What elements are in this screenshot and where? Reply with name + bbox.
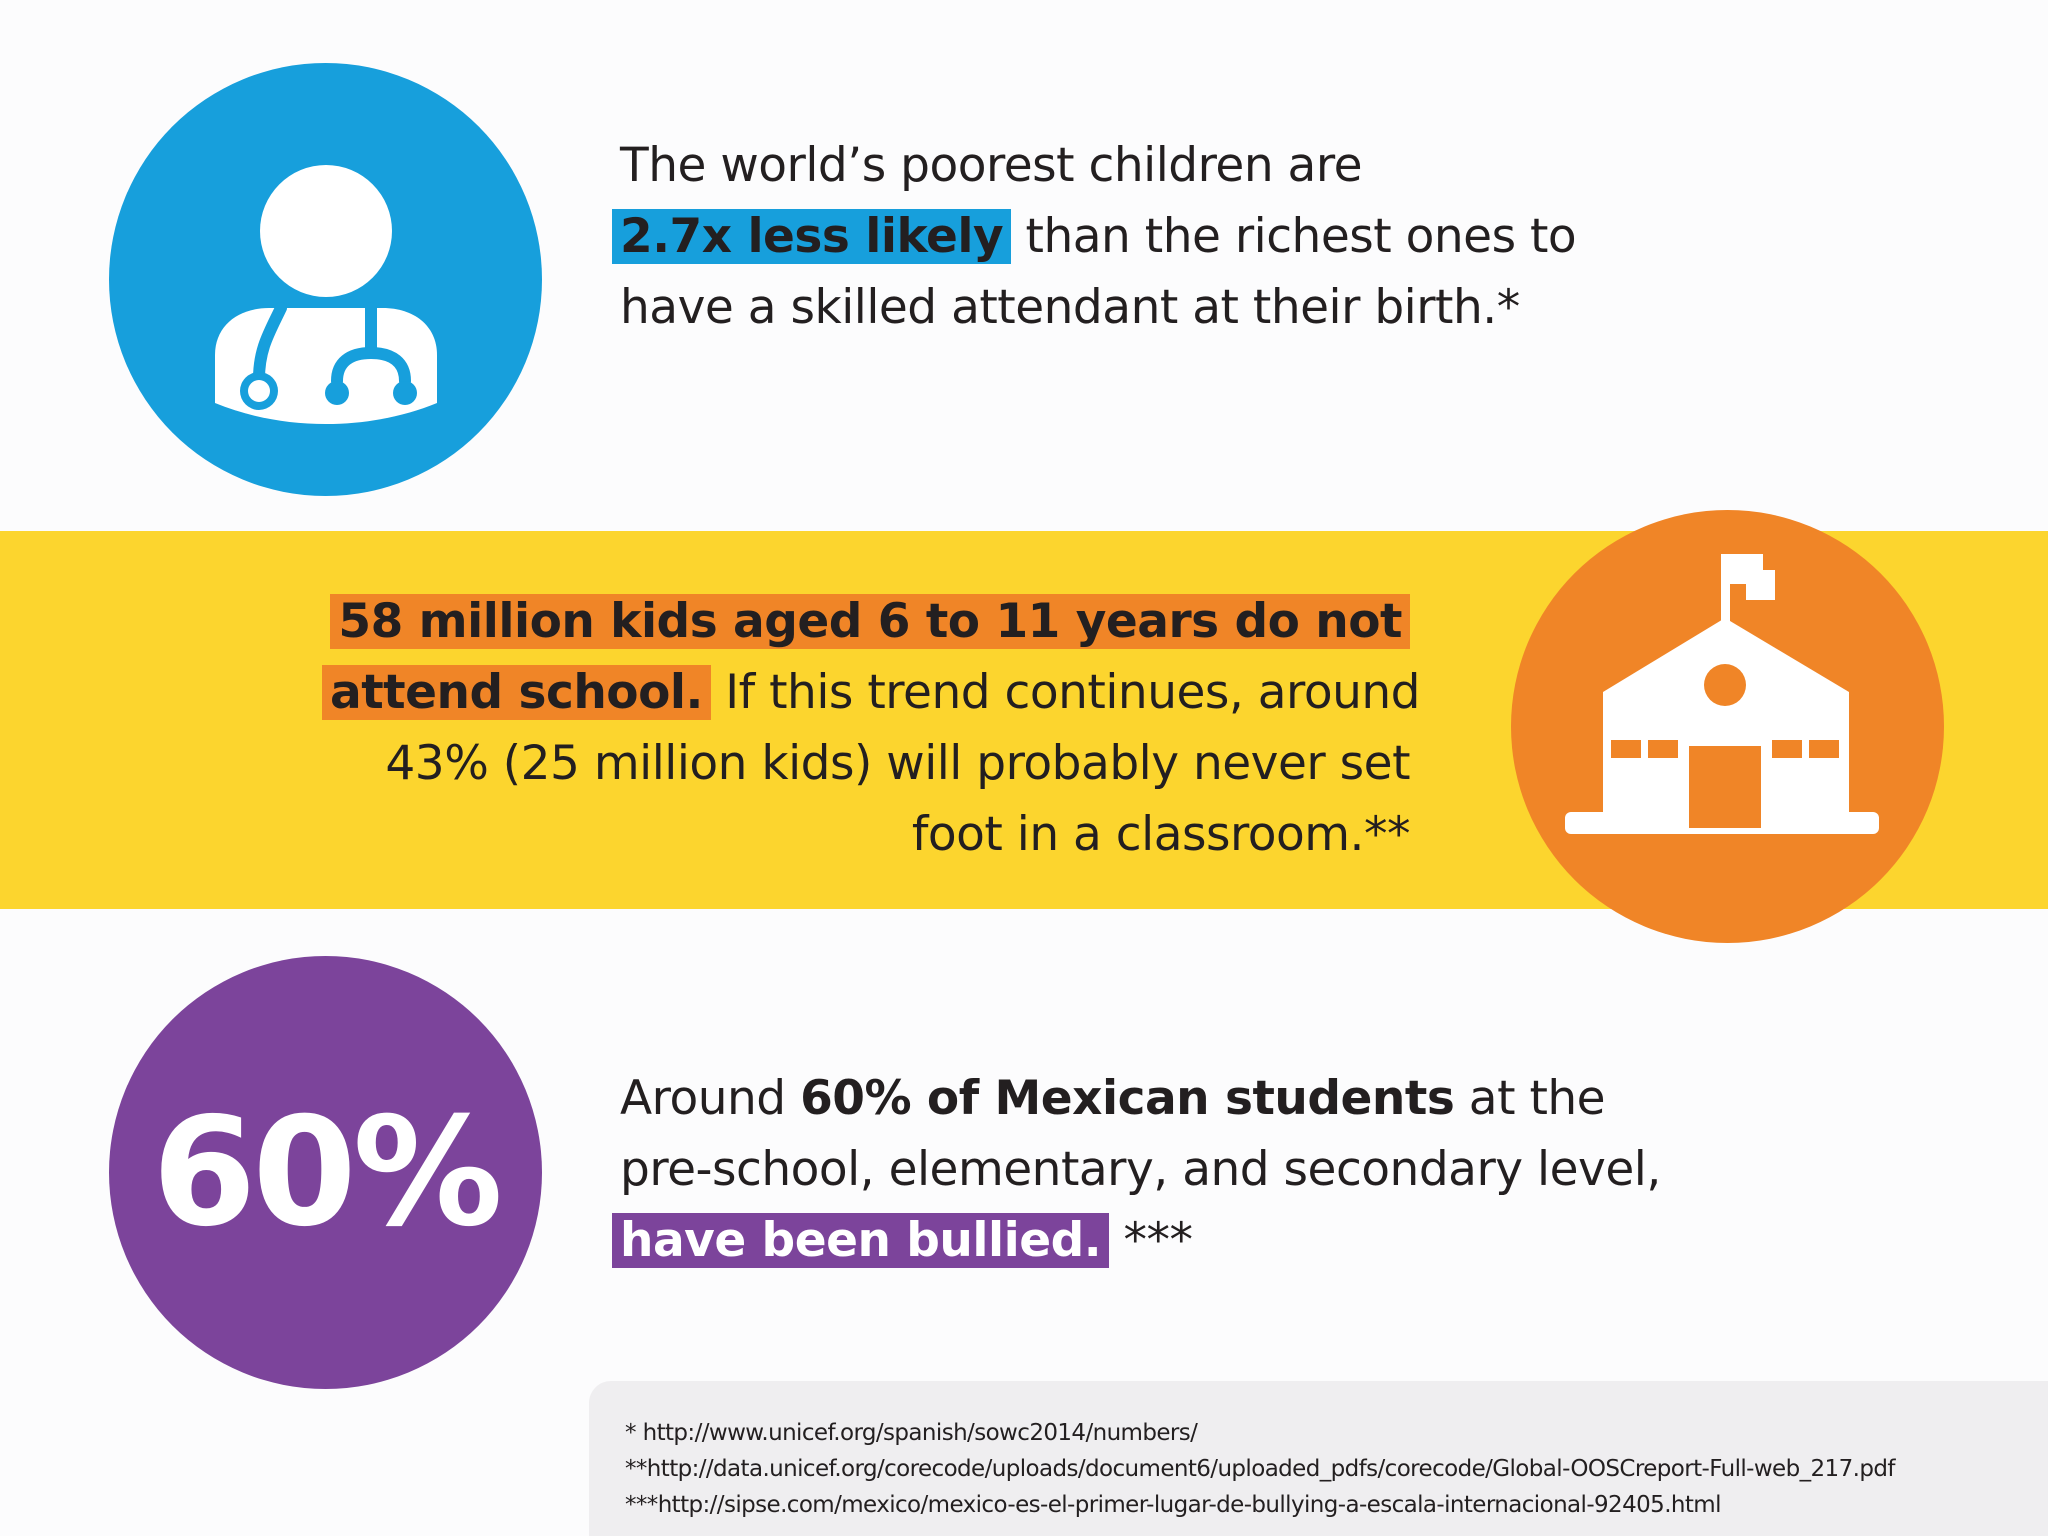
footnote-1[interactable]: * http://www.unicef.org/spanish/sowc2014/numbers/	[625, 1420, 1198, 1446]
doctor-icon	[109, 63, 542, 496]
footnote-2[interactable]: **http://data.unicef.org/corecode/uploads/document6/uploaded_pdfs/corecode/Global-OOSCreport-Full-web_217.pdf	[625, 1456, 1895, 1482]
stat1-line1: The world’s poorest children are	[620, 138, 1363, 193]
percent-circle	[109, 956, 542, 1389]
footnotes-list	[625, 1415, 1895, 1523]
footnote-3[interactable]: ***http://sipse.com/mexico/mexico-es-el-primer-lugar-de-bullying-a-escala-internacional-92405.html	[625, 1492, 1721, 1518]
stat3-line2: pre-school, elementary, and secondary level,	[620, 1142, 1661, 1197]
doctor-circle	[109, 63, 542, 496]
school-circle	[1511, 510, 1944, 943]
stat2-line4: foot in a classroom.**	[911, 807, 1410, 862]
stat2-highlight-1: 58 million kids aged 6 to 11 years do not	[330, 594, 1410, 649]
stat1-line3: have a skilled attendant at their birth.*	[620, 280, 1520, 335]
stat3-line1-bold: 60% of Mexican students	[800, 1071, 1455, 1126]
stat3-line1-post: at the	[1454, 1071, 1606, 1126]
stat3-highlight: have been bullied.	[612, 1213, 1109, 1268]
stat3-line3-post: ***	[1109, 1213, 1193, 1268]
stat2-line3: 43% (25 million kids) will probably never set	[385, 736, 1410, 791]
stat3-line1	[620, 1063, 1661, 1134]
stat1-line2	[620, 201, 1576, 272]
stat2-line2-rest: If this trend continues, around	[710, 665, 1421, 720]
footnotes-panel	[589, 1381, 2048, 1536]
stat-school-attendance	[330, 586, 1421, 870]
stat-bullying	[620, 1063, 1661, 1276]
school-icon	[1511, 510, 1944, 943]
stat1-highlight: 2.7x less likely	[612, 209, 1011, 264]
percent-value: 60%	[151, 1085, 500, 1260]
stat3-line3	[620, 1205, 1661, 1276]
stat-birth-attendant	[620, 130, 1576, 343]
stat3-line1-pre: Around	[620, 1071, 801, 1126]
stat2-line1	[330, 586, 1410, 657]
stat2-highlight-2: attend school.	[322, 665, 711, 720]
stat2-line2	[330, 657, 1421, 728]
stat1-line2-rest: than the richest ones to	[1011, 209, 1577, 264]
